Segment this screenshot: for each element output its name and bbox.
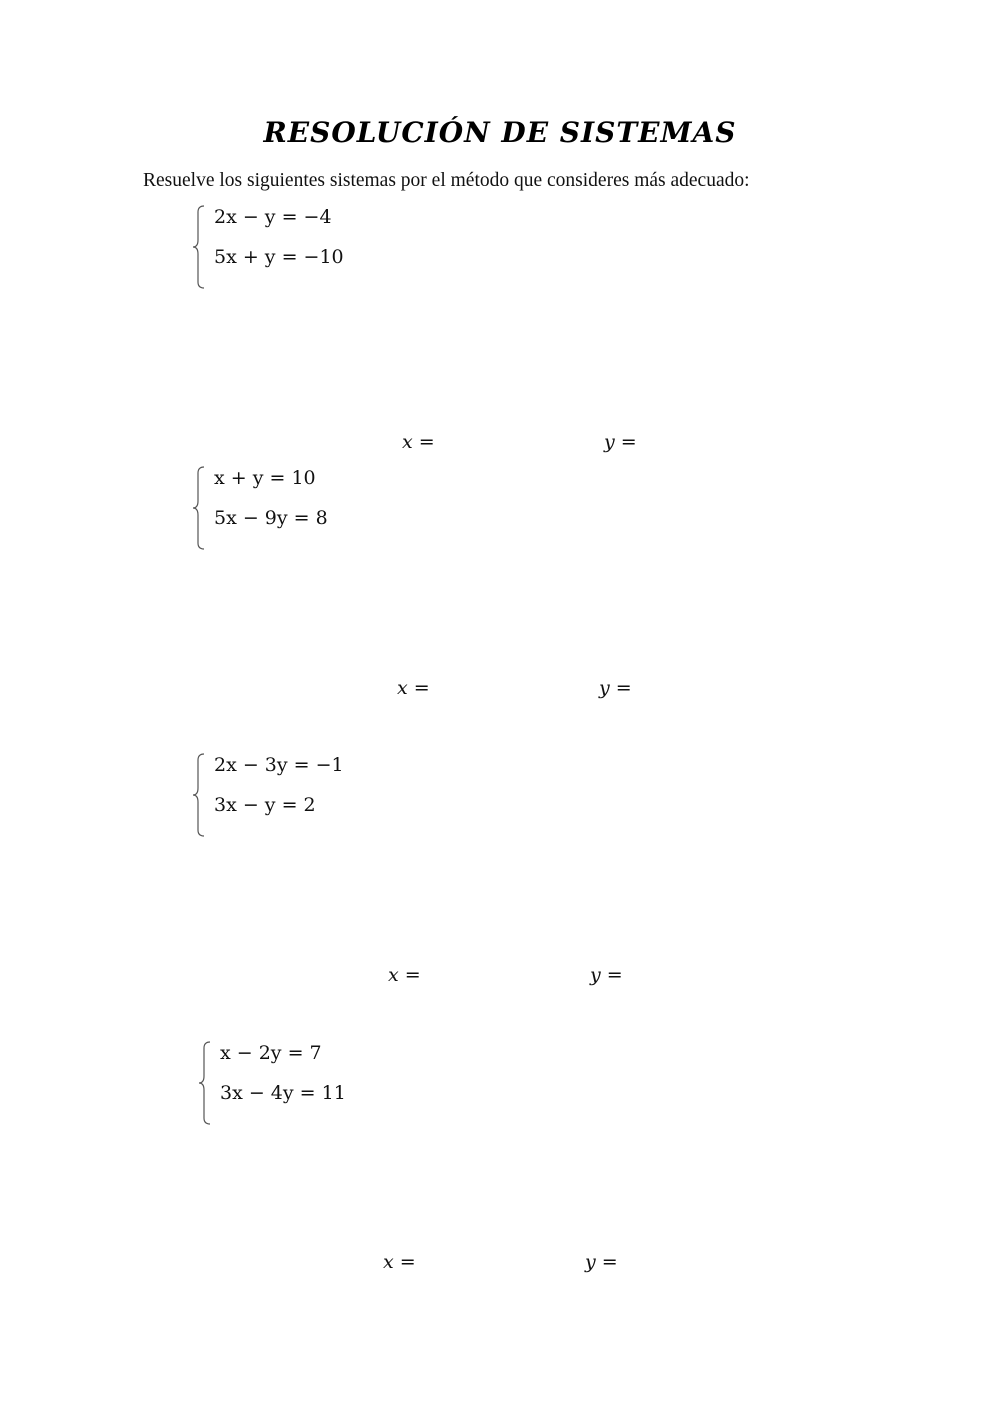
page-title: RESOLUCIÓN DE SISTEMAS bbox=[263, 116, 737, 149]
left-brace-icon bbox=[192, 752, 208, 838]
answer-y-3: y = bbox=[590, 964, 623, 986]
instruction-text: Resuelve los siguientes sistemas por el método que consideres más adecuado: bbox=[143, 170, 750, 191]
system-2 bbox=[192, 465, 392, 551]
answer-y-2: y = bbox=[599, 677, 632, 699]
equation-1: x + y = 10 bbox=[214, 467, 316, 489]
answer-y-4: y = bbox=[585, 1251, 618, 1273]
answer-x-4: x = bbox=[383, 1251, 416, 1273]
left-brace-icon bbox=[192, 465, 208, 551]
equation-1: x − 2y = 7 bbox=[220, 1042, 322, 1064]
system-1 bbox=[192, 204, 392, 290]
equation-2: 5x − 9y = 8 bbox=[214, 507, 328, 529]
left-brace-icon bbox=[192, 204, 208, 290]
left-brace-icon bbox=[198, 1040, 214, 1126]
equation-1: 2x − y = −4 bbox=[214, 206, 332, 228]
system-4 bbox=[198, 1040, 398, 1126]
equation-2: 3x − 4y = 11 bbox=[220, 1082, 346, 1104]
answer-x-2: x = bbox=[397, 677, 430, 699]
answer-x-3: x = bbox=[388, 964, 421, 986]
equation-2: 5x + y = −10 bbox=[214, 246, 344, 268]
answer-x-1: x = bbox=[402, 431, 435, 453]
equation-2: 3x − y = 2 bbox=[214, 794, 316, 816]
equation-1: 2x − 3y = −1 bbox=[214, 754, 344, 776]
system-3 bbox=[192, 752, 392, 838]
answer-y-1: y = bbox=[604, 431, 637, 453]
